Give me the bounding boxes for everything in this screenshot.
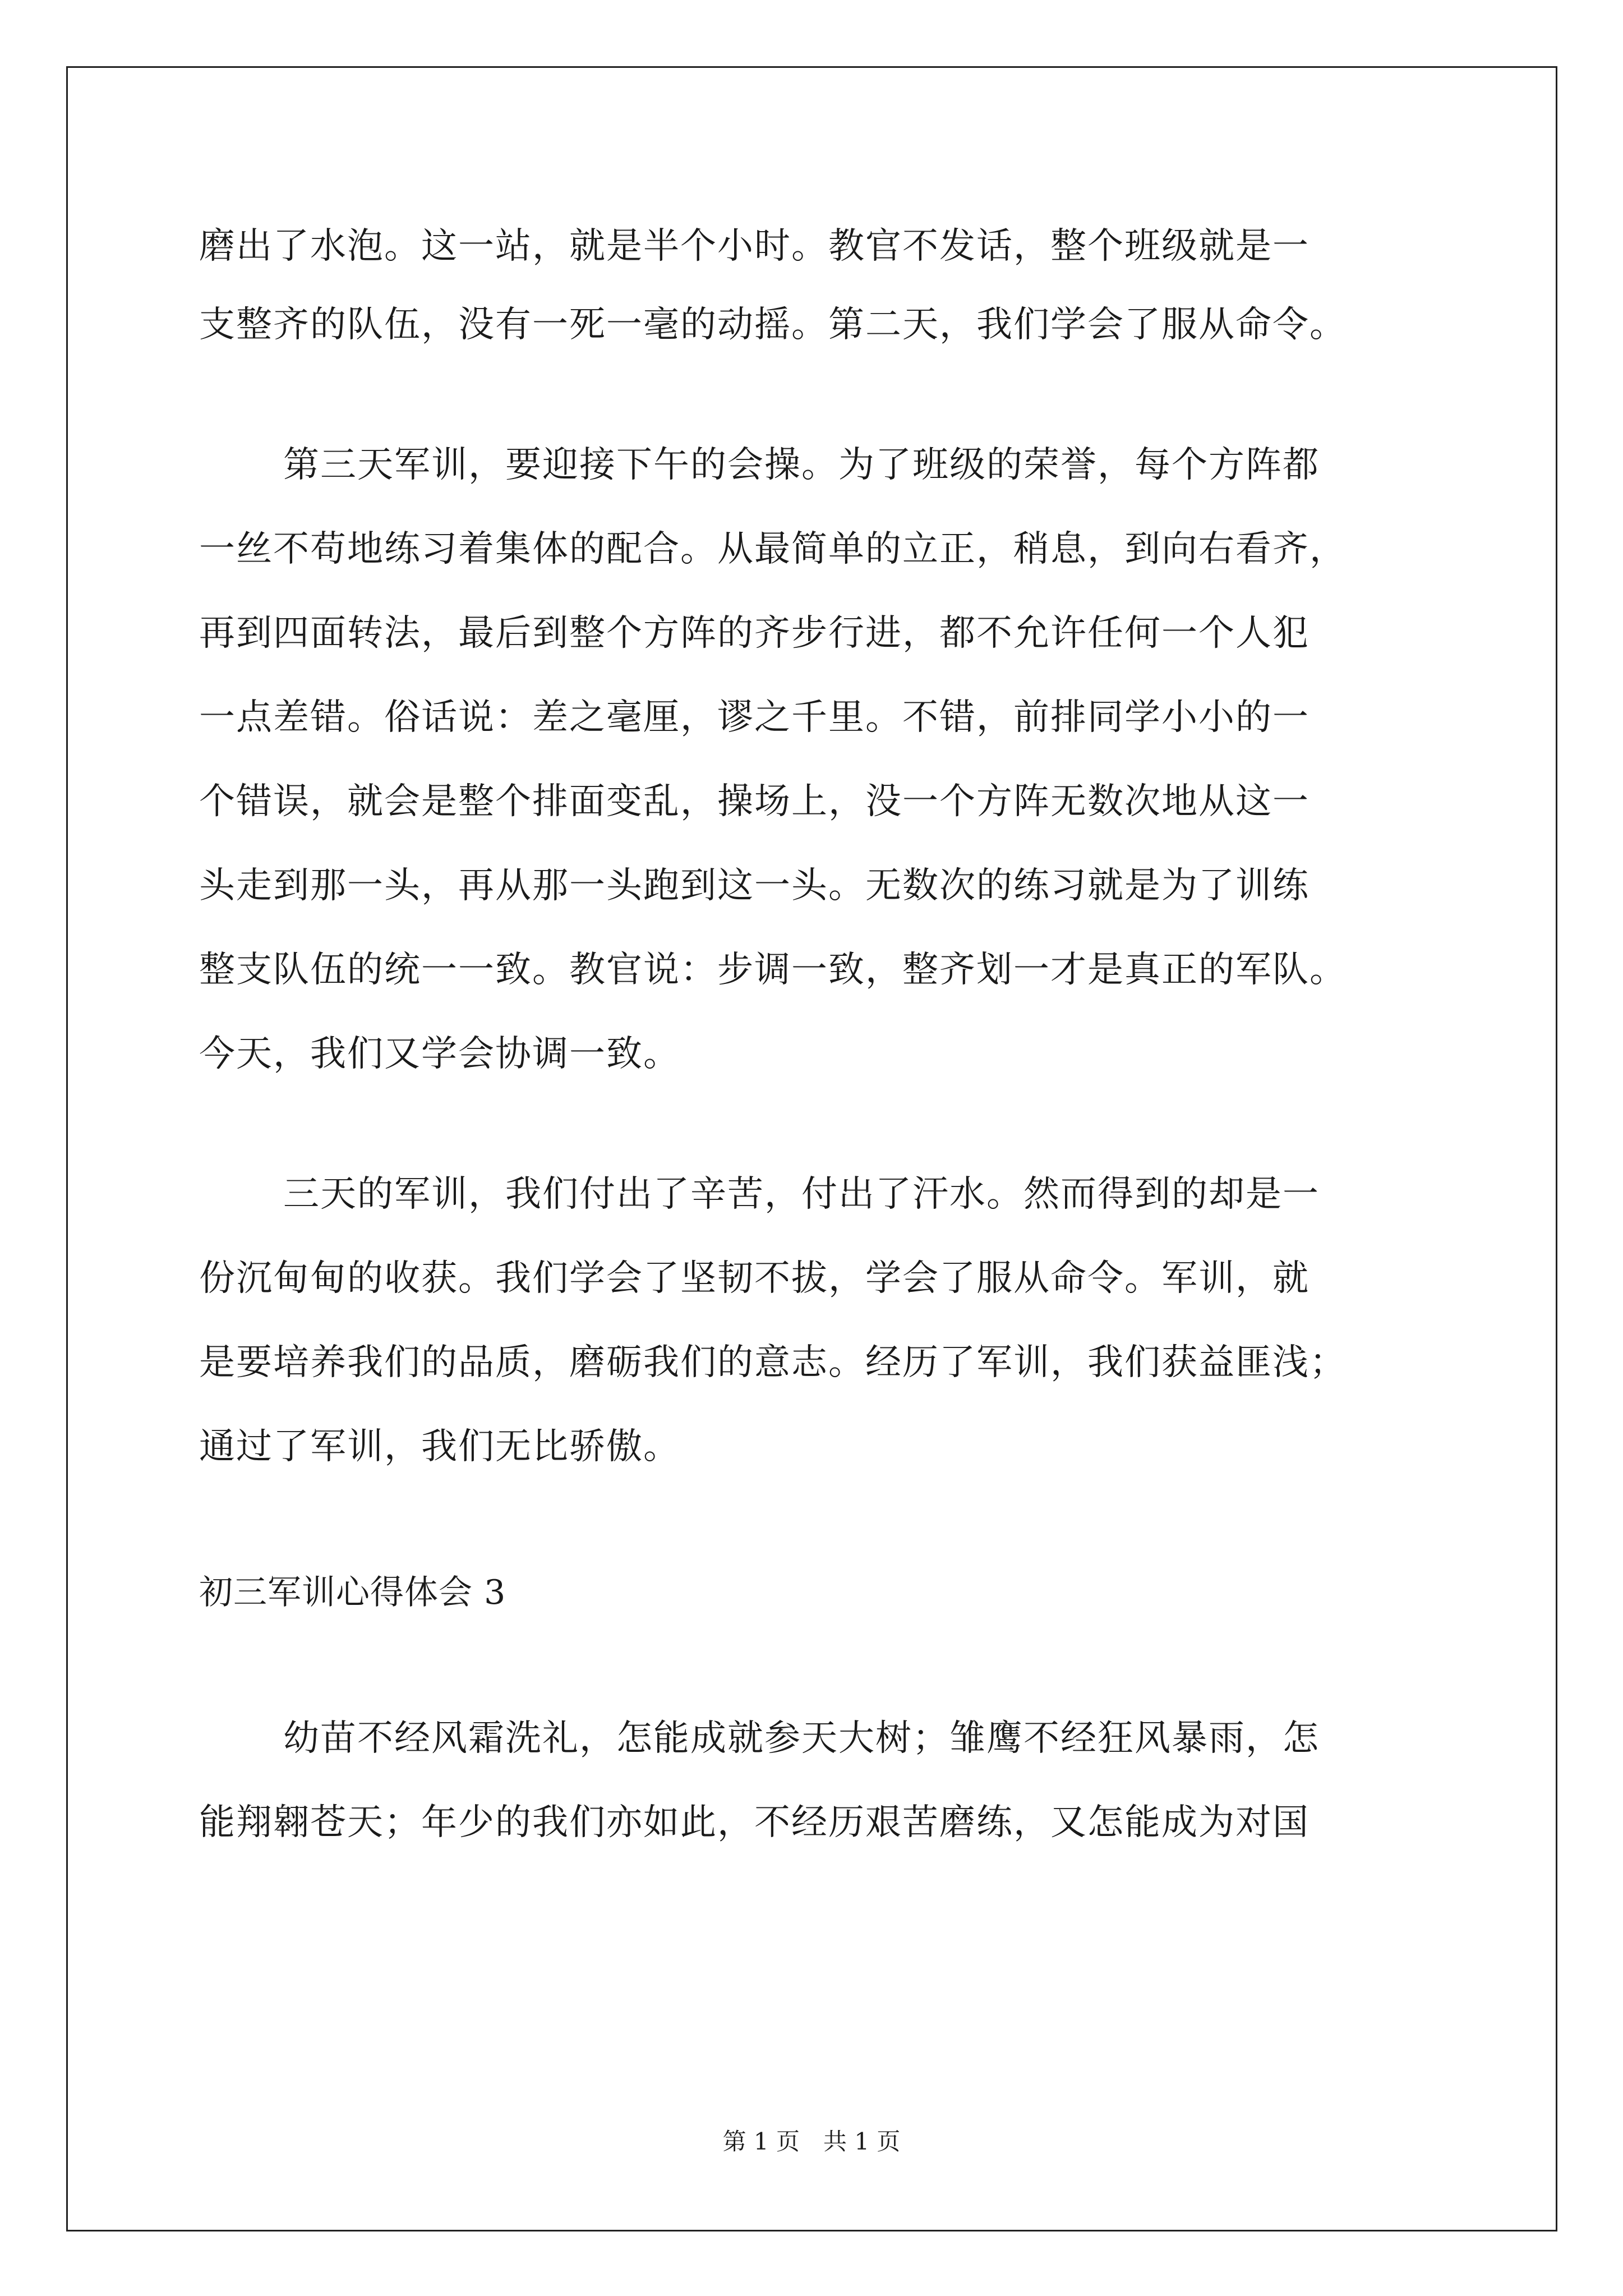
- page-border: [66, 66, 1557, 2231]
- text-line: 是要培养我们的品质，磨砺我们的意志。经历了军训，我们获益匪浅；: [199, 1342, 1347, 1383]
- paragraph-first-line: 第三天军训，要迎接下午的会操。为了班级的荣誉，每个方阵都: [283, 444, 1320, 486]
- text-line: 头走到那一头，再从那一头跑到这一头。无数次的练习就是为了训练: [199, 865, 1310, 907]
- paragraph-first-line: 幼苗不经风霜洗礼，怎能成就参天大树；雏鹰不经狂风暴雨，怎: [283, 1718, 1320, 1759]
- text-line: 通过了军训，我们无比骄傲。: [199, 1426, 680, 1467]
- page-footer: 第 1 页 共 1 页: [722, 2128, 901, 2155]
- text-line: 整支队伍的统一一致。教官说：步调一致，整齐划一才是真正的军队。: [199, 949, 1347, 991]
- paragraph-first-line: 三天的军训，我们付出了辛苦，付出了汗水。然而得到的却是一: [283, 1174, 1320, 1215]
- text-line: 今天，我们又学会协调一致。: [199, 1033, 680, 1075]
- text-line: 一点差错。俗话说：差之毫厘，谬之千里。不错，前排同学小小的一: [199, 697, 1310, 738]
- text-line: 磨出了水泡。这一站，就是半个小时。教官不发话，整个班级就是一: [199, 226, 1310, 267]
- text-line: 一丝不苟地练习着集体的配合。从最简单的立正，稍息，到向右看齐，: [199, 528, 1347, 570]
- text-line: 支整齐的队伍，没有一死一毫的动摇。第二天，我们学会了服从命令。: [199, 304, 1347, 346]
- text-line: 再到四面转法，最后到整个方阵的齐步行进，都不允许任何一个人犯: [199, 613, 1310, 654]
- text-line: 份沉甸甸的收获。我们学会了坚韧不拔，学会了服从命令。军训，就: [199, 1258, 1310, 1299]
- section-heading: 初三军训心得体会 3: [199, 1573, 506, 1612]
- text-line: 能翔翱苍天；年少的我们亦如此，不经历艰苦磨练，又怎能成为对国: [199, 1802, 1310, 1843]
- text-line: 个错误，就会是整个排面变乱，操场上，没一个方阵无数次地从这一: [199, 781, 1310, 822]
